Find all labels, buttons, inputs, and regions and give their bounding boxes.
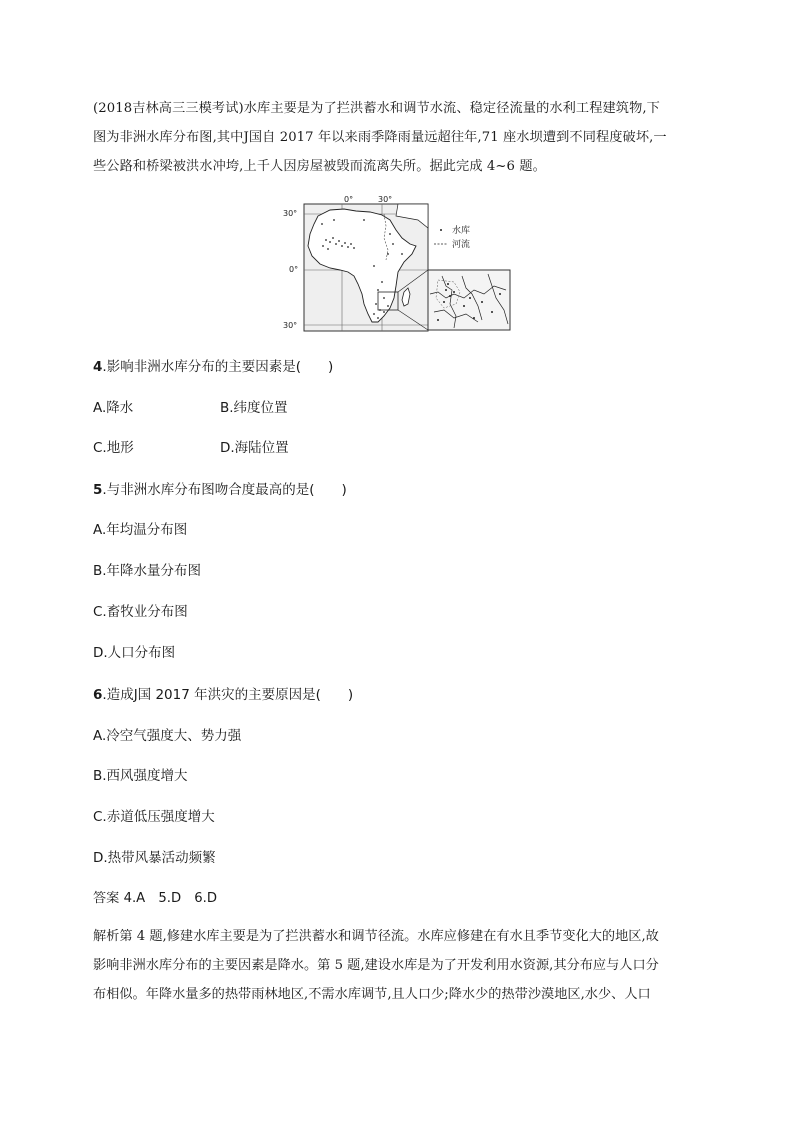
lon-label: 0° bbox=[344, 195, 354, 204]
question-stem: .影响非洲水库分布的主要因素是( ) bbox=[102, 359, 334, 375]
option-d[interactable]: D.热带风暴活动频繁 bbox=[93, 850, 216, 866]
question-number: 5 bbox=[93, 482, 103, 498]
option-c[interactable]: C.地形 bbox=[93, 440, 134, 456]
africa-reservoir-map bbox=[278, 194, 512, 336]
question-stem: .造成J国 2017 年洪灾的主要原因是( ) bbox=[102, 687, 354, 703]
legend-reservoir-label: 水库 bbox=[452, 226, 471, 236]
question-stem: .与非洲水库分布图吻合度最高的是( ) bbox=[102, 482, 347, 498]
intro-line: (2018吉林高三三模考试)水库主要是为了拦洪蓄水和调节水流、稳定径流量的水利工程建筑物,下 bbox=[93, 101, 660, 116]
explanation-line: 解析第 4 题,修建水库主要是为了拦洪蓄水和调节径流。水库应修建在有水且季节变化大的地区,故 bbox=[93, 929, 659, 944]
lat-label: 0° bbox=[289, 265, 299, 274]
intro-line: 些公路和桥梁被洪水冲垮,上千人因房屋被毁而流离失所。据此完成 4~6 题。 bbox=[93, 159, 546, 174]
lat-label: 30° bbox=[283, 209, 298, 218]
intro-line: 图为非洲水库分布图,其中J国自 2017 年以来雨季降雨量远超往年,71 座水坝遭到不同程度破坏,一 bbox=[93, 130, 667, 145]
question-number: 6 bbox=[93, 687, 103, 703]
question-number: 4 bbox=[93, 359, 103, 375]
option-d[interactable]: D.海陆位置 bbox=[220, 440, 289, 456]
option-b[interactable]: B.年降水量分布图 bbox=[93, 563, 202, 579]
lat-label: 30° bbox=[283, 321, 298, 330]
explanation-line: 影响非洲水库分布的主要因素是降水。第 5 题,建设水库是为了开发利用水资源,其分布应与人口分 bbox=[93, 958, 659, 973]
question-6 bbox=[93, 683, 353, 703]
legend-reservoir-symbol bbox=[440, 229, 442, 231]
option-d[interactable]: D.人口分布图 bbox=[93, 645, 176, 661]
option-b[interactable]: B.西风强度增大 bbox=[93, 768, 188, 784]
option-a[interactable]: A.冷空气强度大、势力强 bbox=[93, 728, 242, 744]
question-4 bbox=[93, 355, 333, 375]
answer-line: 答案 4.A 5.D 6.D bbox=[93, 891, 218, 906]
intro-paragraph bbox=[93, 94, 708, 181]
explanation-line: 布相似。年降水量多的热带雨林地区,不需水库调节,且人口少;降水少的热带沙漠地区,水少、人口 bbox=[93, 987, 651, 1002]
explanation-paragraph bbox=[93, 922, 708, 1009]
legend-river-label: 河流 bbox=[452, 240, 471, 250]
option-c[interactable]: C.赤道低压强度增大 bbox=[93, 809, 215, 825]
option-b[interactable]: B.纬度位置 bbox=[220, 400, 288, 416]
question-5 bbox=[93, 478, 347, 498]
option-c[interactable]: C.畜牧业分布图 bbox=[93, 604, 188, 620]
option-a[interactable]: A.年均温分布图 bbox=[93, 522, 188, 538]
lon-label: 30° bbox=[378, 195, 393, 204]
option-a[interactable]: A.降水 bbox=[93, 400, 134, 416]
